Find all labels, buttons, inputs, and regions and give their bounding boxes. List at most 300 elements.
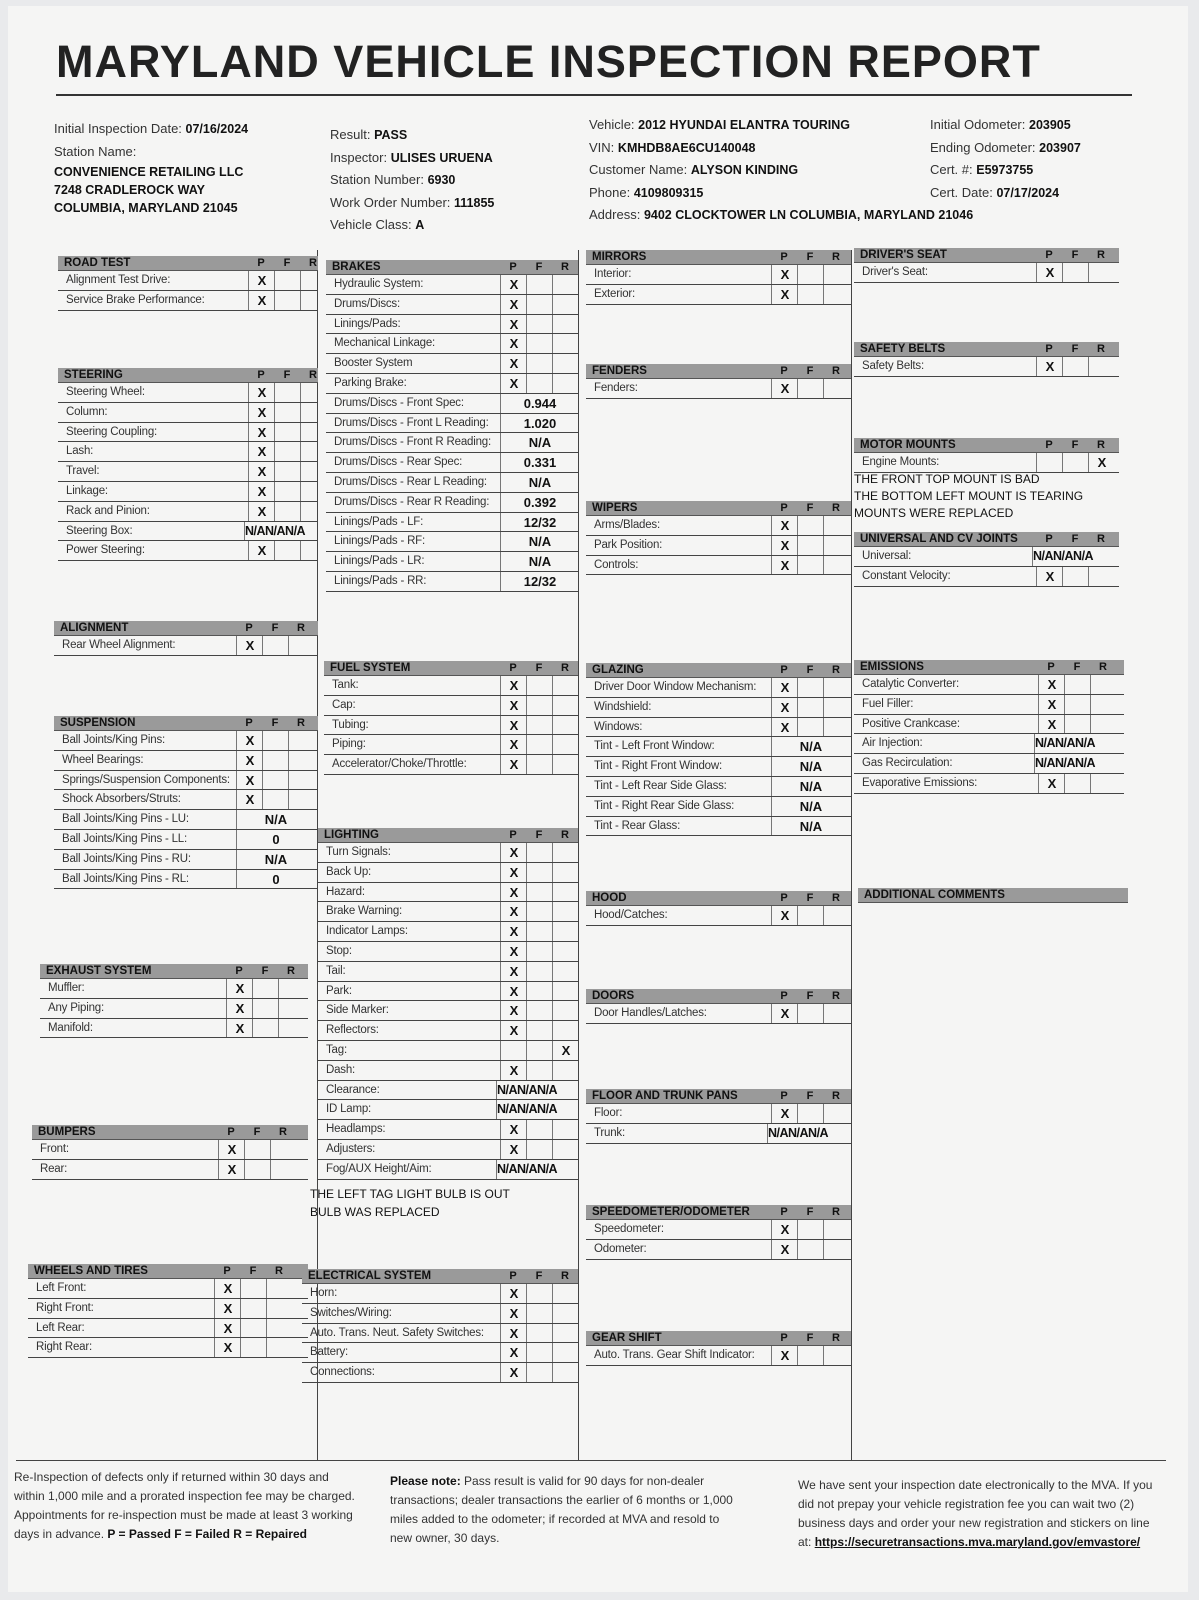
- mark-p: X: [248, 423, 275, 442]
- mark-f: [526, 755, 553, 774]
- column-header-p: P: [780, 502, 788, 514]
- section-header: [586, 663, 851, 678]
- mark-r: [300, 423, 327, 442]
- vin-value: KMHDB8AE6CU140048: [617, 140, 756, 155]
- mark-r: [288, 771, 315, 790]
- inspection-row: [324, 735, 578, 755]
- row-label: Driver's Seat:: [862, 266, 928, 278]
- mark-r: [823, 1240, 850, 1259]
- mark-r: [300, 403, 327, 422]
- mva-store-link[interactable]: https://securetransactions.mva.maryland.gov/emvastore/: [814, 1535, 1141, 1549]
- mark-r: [300, 462, 327, 481]
- section-title: ALIGNMENT: [60, 622, 129, 634]
- section-title: DRIVER'S SEAT: [860, 249, 947, 261]
- section-header: [54, 621, 318, 636]
- cert-number-label: Cert. #:: [930, 162, 973, 177]
- column-header-f: F: [271, 622, 279, 634]
- section-speedo: [586, 1205, 851, 1260]
- mark-f: [274, 423, 301, 442]
- row-label: Linings/Pads - LF:: [334, 515, 424, 528]
- mark-p: X: [218, 1160, 245, 1179]
- mark-r: [552, 922, 579, 941]
- inspection-row: [58, 522, 318, 542]
- section-title: SPEEDOMETER/ODOMETER: [592, 1206, 750, 1218]
- section-header: [302, 1269, 578, 1284]
- mark-r: [278, 999, 305, 1018]
- column-header-f: F: [806, 251, 814, 263]
- mark-p: X: [500, 1061, 527, 1080]
- mark-p: X: [500, 374, 527, 393]
- inspection-row: [302, 1343, 578, 1363]
- section-title: WIPERS: [592, 502, 638, 514]
- mark-r: X: [1088, 453, 1115, 472]
- column-header-r: R: [832, 502, 840, 514]
- column-header-p: P: [1045, 343, 1053, 355]
- mark-r: X: [552, 1041, 579, 1060]
- row-label: Evaporative Emissions:: [862, 776, 978, 789]
- na-triple-value: N/AN/AN/A: [496, 1160, 557, 1179]
- na-triple-value: N/AN/AN/A: [1034, 734, 1095, 753]
- mark-p: X: [1038, 715, 1065, 734]
- lighting-comment-1: THE LEFT TAG LIGHT BULB IS OUT: [310, 1187, 510, 1201]
- vehicle-value: 2012 HYUNDAI ELANTRA TOURING: [638, 118, 851, 132]
- mark-f: [797, 556, 824, 575]
- row-label: Parking Brake:: [334, 376, 407, 389]
- row-label: Cap:: [332, 698, 356, 711]
- mark-r: [1090, 715, 1117, 734]
- row-label: Tubing:: [332, 718, 369, 731]
- section-header: [324, 661, 578, 676]
- mark-p: X: [500, 902, 527, 921]
- inspection-row: [302, 1324, 578, 1344]
- row-label: Drums/Discs - Rear L Reading:: [334, 475, 487, 488]
- section-header: [854, 660, 1124, 675]
- inspection-row: [586, 1220, 851, 1240]
- mark-p: X: [500, 982, 527, 1001]
- mark-p: X: [236, 636, 263, 655]
- row-label: Tank:: [332, 679, 359, 691]
- column-header-r: R: [832, 1090, 840, 1102]
- row-label: Switches/Wiring:: [310, 1306, 392, 1319]
- row-label: Right Rear:: [36, 1341, 92, 1354]
- column-header-r: R: [287, 965, 295, 977]
- mark-p: X: [771, 1104, 798, 1123]
- inspection-row: [58, 291, 318, 311]
- mark-r: [823, 1220, 850, 1239]
- inspection-row: [854, 734, 1124, 754]
- mark-p: X: [1038, 695, 1065, 714]
- section-title: DOORS: [592, 990, 635, 1002]
- station-line-1: CONVENIENCE RETAILING LLC: [54, 165, 244, 179]
- mark-f: [526, 962, 553, 981]
- cert-date-label: Cert. Date:: [930, 184, 993, 200]
- inspection-row: [586, 265, 851, 285]
- mark-p: X: [500, 1140, 527, 1159]
- inspection-row: [302, 1304, 578, 1324]
- inspection-row: [586, 1240, 851, 1260]
- mark-r: [270, 1160, 297, 1179]
- inspection-row: [586, 285, 851, 305]
- mark-r: [552, 295, 579, 314]
- row-label: Shock Absorbers/Struts:: [62, 793, 181, 806]
- mark-r: [823, 556, 850, 575]
- section-title: HOOD: [592, 892, 627, 904]
- column-header-p: P: [1045, 533, 1053, 545]
- inspection-row: [586, 817, 851, 837]
- mark-r: [1090, 675, 1117, 694]
- reading-value: N/A: [771, 777, 850, 796]
- mark-r: [278, 1019, 305, 1038]
- row-label: Linings/Pads - LR:: [334, 555, 425, 568]
- inspection-row: [318, 1041, 578, 1061]
- column-header-p: P: [780, 1090, 788, 1102]
- mark-f: [262, 636, 289, 655]
- mark-f: [274, 403, 301, 422]
- row-label: Odometer:: [594, 1242, 647, 1255]
- inspection-row: [324, 716, 578, 736]
- mark-p: [500, 1041, 527, 1060]
- row-label: Linings/Pads - RR:: [334, 574, 427, 587]
- mark-f: [274, 442, 301, 461]
- row-label: Rear Wheel Alignment:: [62, 639, 176, 651]
- section-title: EXHAUST SYSTEM: [46, 965, 152, 977]
- section-motor-mounts: [854, 438, 1119, 473]
- column-header-f: F: [806, 502, 814, 514]
- mark-p: X: [771, 1220, 798, 1239]
- row-label: Column:: [66, 405, 108, 418]
- row-label: Auto. Trans. Neut. Safety Switches:: [310, 1326, 484, 1339]
- column-header-p: P: [509, 662, 517, 674]
- mark-f: [274, 541, 301, 560]
- row-label: Air Injection:: [862, 737, 923, 750]
- section-glazing: [586, 663, 851, 836]
- mark-f: [274, 462, 301, 481]
- inspection-row: [586, 536, 851, 556]
- mark-p: X: [236, 731, 263, 750]
- mark-p: X: [236, 790, 263, 809]
- mark-r: [552, 1363, 579, 1382]
- inspection-row: [54, 751, 318, 771]
- column-header-r: R: [832, 664, 840, 676]
- mark-f: [274, 383, 301, 402]
- section-hood: [586, 891, 851, 926]
- row-label: Hazard:: [326, 885, 365, 898]
- mark-p: X: [771, 906, 798, 925]
- mark-p: X: [771, 1346, 798, 1365]
- inspection-row: [326, 532, 578, 552]
- mark-f: [274, 502, 301, 521]
- station-info: [54, 118, 248, 217]
- row-label: Clearance:: [326, 1083, 380, 1096]
- reading-value: 12/32: [500, 513, 579, 532]
- mark-p: X: [771, 678, 798, 697]
- inspection-row: [28, 1338, 308, 1358]
- inspection-row: [318, 1081, 578, 1101]
- inspection-row: [326, 414, 578, 434]
- row-label: Rack and Pinion:: [66, 504, 150, 517]
- mark-p: X: [771, 1240, 798, 1259]
- row-label: Ball Joints/King Pins - LU:: [62, 813, 189, 826]
- mark-r: [552, 354, 579, 373]
- row-label: Left Rear:: [36, 1321, 85, 1334]
- section-header: [854, 248, 1119, 263]
- mark-p: X: [500, 1324, 527, 1343]
- row-label: Interior:: [594, 268, 632, 280]
- row-label: Springs/Suspension Components:: [62, 773, 230, 786]
- footer-mid-line-1: Pass result is valid for 90 days for non-dealer: [464, 1474, 705, 1488]
- address-value: 9402 CLOCKTOWER LN COLUMBIA, MARYLAND 21046: [643, 208, 974, 222]
- mark-f: [526, 275, 553, 294]
- section-floor: [586, 1089, 851, 1144]
- column-header-r: R: [1097, 533, 1105, 545]
- inspection-row: [318, 1120, 578, 1140]
- mark-r: [300, 502, 327, 521]
- vehicle-info: [589, 114, 973, 227]
- mark-f: [262, 731, 289, 750]
- inspection-row: [318, 1140, 578, 1160]
- column-header-p: P: [257, 257, 265, 269]
- row-label: Drums/Discs:: [334, 297, 400, 310]
- mark-f: [526, 863, 553, 882]
- odometer-info: [930, 114, 1081, 204]
- legend: P = Passed F = Failed R = Repaired: [107, 1527, 307, 1541]
- row-label: Arms/Blades:: [594, 519, 660, 531]
- row-label: Floor:: [594, 1107, 623, 1119]
- row-label: Positive Crankcase:: [862, 717, 960, 730]
- motor-mount-comment-3: MOUNTS WERE REPLACED: [854, 506, 1014, 520]
- column-header-p: P: [780, 251, 788, 263]
- mark-r: [300, 383, 327, 402]
- column-header-f: F: [535, 662, 543, 674]
- mark-f: [262, 751, 289, 770]
- mark-r: [552, 843, 579, 862]
- mark-p: X: [1038, 675, 1065, 694]
- column-header-r: R: [832, 1332, 840, 1344]
- row-label: Driver Door Window Mechanism:: [594, 681, 757, 693]
- row-label: Ball Joints/King Pins - RL:: [62, 872, 189, 885]
- inspection-row: [318, 1061, 578, 1081]
- column-header-p: P: [245, 717, 253, 729]
- inspection-row: [326, 315, 578, 335]
- inspection-row: [586, 678, 851, 698]
- vehicle-label: Vehicle:: [589, 117, 635, 132]
- row-label: Muffler:: [48, 982, 85, 994]
- mark-f: [274, 482, 301, 501]
- row-label: Horn:: [310, 1287, 338, 1299]
- mark-r: [552, 755, 579, 774]
- row-label: Any Piping:: [48, 1001, 104, 1014]
- column-header-r: R: [1097, 343, 1105, 355]
- row-label: Drums/Discs - Rear Spec:: [334, 456, 463, 469]
- row-label: Headlamps:: [326, 1123, 386, 1136]
- row-label: Ball Joints/King Pins:: [62, 734, 165, 746]
- row-label: Adjusters:: [326, 1142, 376, 1155]
- section-wheels: [28, 1264, 308, 1358]
- mark-f: [274, 291, 301, 310]
- column-header-f: F: [806, 1206, 814, 1218]
- row-label: Connections:: [310, 1366, 375, 1379]
- inspection-row: [54, 790, 318, 810]
- mark-r: [552, 334, 579, 353]
- mark-p: X: [500, 334, 527, 353]
- section-header: [858, 888, 1128, 903]
- section-title: FUEL SYSTEM: [330, 662, 411, 674]
- column-header-p: P: [780, 990, 788, 1002]
- inspection-row: [32, 1160, 308, 1180]
- mark-p: X: [771, 516, 798, 535]
- mark-p: X: [771, 265, 798, 284]
- inspection-row: [586, 1104, 851, 1124]
- reading-value: N/A: [771, 817, 850, 836]
- mark-r: [552, 1324, 579, 1343]
- mark-f: [526, 315, 553, 334]
- mark-f: [240, 1279, 267, 1298]
- initial-date-value: 07/16/2024: [185, 122, 249, 136]
- work-order-label: Work Order Number:: [330, 194, 451, 210]
- column-header-r: R: [832, 892, 840, 904]
- mark-r: [823, 678, 850, 697]
- station-line-2: 7248 CRADLEROCK WAY: [54, 183, 205, 197]
- column-header-f: F: [1071, 249, 1079, 261]
- row-label: Reflectors:: [326, 1024, 379, 1037]
- mark-p: X: [500, 354, 527, 373]
- mark-f: [262, 790, 289, 809]
- section-header: [40, 964, 308, 979]
- mark-p: X: [248, 383, 275, 402]
- reading-value: 0.392: [500, 493, 579, 512]
- phone-label: Phone:: [589, 184, 631, 200]
- inspection-row: [58, 271, 318, 291]
- column-header-p: P: [780, 892, 788, 904]
- mark-f: [797, 906, 824, 925]
- section-header: [586, 501, 851, 516]
- column-header-r: R: [275, 1265, 283, 1277]
- row-label: Hydraulic System:: [334, 278, 424, 290]
- section-steering: [58, 368, 318, 561]
- inspection-row: [586, 556, 851, 576]
- inspection-row: [54, 771, 318, 791]
- column-header-r: R: [297, 622, 305, 634]
- column-header-p: P: [780, 1206, 788, 1218]
- section-mirrors: [586, 250, 851, 305]
- section-wipers: [586, 501, 851, 575]
- vehicle-class-label: Vehicle Class:: [330, 217, 412, 232]
- row-label: Hood/Catches:: [594, 909, 668, 921]
- row-label: Windows:: [594, 720, 643, 733]
- row-label: Brake Warning:: [326, 905, 403, 918]
- footer-right-line-4: at:: [798, 1535, 812, 1549]
- column-header-f: F: [535, 829, 543, 841]
- reading-value: N/A: [771, 757, 850, 776]
- inspection-row: [58, 403, 318, 423]
- mark-f: [797, 516, 824, 535]
- mark-f: [526, 902, 553, 921]
- mark-r: [300, 271, 327, 290]
- mark-p: [1036, 453, 1063, 472]
- column-header-f: F: [806, 892, 814, 904]
- reading-value: N/A: [500, 552, 579, 571]
- mark-f: [526, 843, 553, 862]
- inspection-row: [302, 1363, 578, 1383]
- column-header-p: P: [509, 1270, 517, 1282]
- please-note-label: Please note:: [390, 1474, 461, 1488]
- row-label: Travel:: [66, 465, 100, 478]
- row-label: Left Front:: [36, 1282, 87, 1294]
- reading-value: 0.944: [500, 394, 579, 413]
- column-divider: [851, 250, 852, 1460]
- section-header: [586, 1205, 851, 1220]
- vehicle-class-value: A: [415, 218, 425, 232]
- inspection-row: [58, 423, 318, 443]
- inspection-row: [324, 755, 578, 775]
- mark-f: [1064, 774, 1091, 793]
- inspection-row: [318, 863, 578, 883]
- section-title: SUSPENSION: [60, 717, 136, 729]
- inspection-row: [854, 567, 1119, 587]
- row-label: Piping:: [332, 738, 366, 751]
- mark-p: X: [500, 295, 527, 314]
- mark-r: [288, 751, 315, 770]
- row-label: Lash:: [66, 445, 94, 458]
- row-label: Alignment Test Drive:: [66, 274, 171, 286]
- mark-r: [552, 716, 579, 735]
- row-label: Park:: [326, 984, 352, 997]
- mark-f: [526, 1061, 553, 1080]
- mark-f: [526, 1284, 553, 1303]
- mark-p: X: [248, 541, 275, 560]
- section-doors: [586, 989, 851, 1024]
- mark-p: X: [214, 1279, 241, 1298]
- row-label: Power Steering:: [66, 544, 145, 557]
- inspection-report-page: [8, 6, 1188, 1592]
- mark-r: [552, 942, 579, 961]
- inspection-row: [324, 676, 578, 696]
- inspection-row: [40, 979, 308, 999]
- row-label: Drums/Discs - Front R Reading:: [334, 436, 491, 449]
- column-header-f: F: [1071, 533, 1079, 545]
- row-label: Wheel Bearings:: [62, 753, 144, 766]
- mark-p: X: [771, 285, 798, 304]
- inspection-row: [854, 675, 1124, 695]
- mark-r: [552, 1001, 579, 1020]
- column-header-f: F: [806, 1090, 814, 1102]
- mark-f: [262, 771, 289, 790]
- inspection-row: [324, 696, 578, 716]
- mark-r: [552, 1343, 579, 1362]
- mark-f: [526, 354, 553, 373]
- mark-f: [526, 942, 553, 961]
- mark-f: [240, 1299, 267, 1318]
- mark-f: [1062, 453, 1089, 472]
- row-label: Steering Wheel:: [66, 386, 145, 398]
- inspection-row: [326, 354, 578, 374]
- section-title: UNIVERSAL AND CV JOINTS: [860, 533, 1018, 545]
- inspection-row: [54, 850, 318, 870]
- inspection-row: [586, 379, 851, 399]
- section-header: [54, 716, 318, 731]
- mark-f: [526, 696, 553, 715]
- inspection-row: [58, 383, 318, 403]
- section-header: [58, 368, 318, 383]
- mark-f: [526, 676, 553, 695]
- mark-f: [797, 1346, 824, 1365]
- mark-r: [823, 379, 850, 398]
- inspection-row: [318, 902, 578, 922]
- row-label: Tint - Left Rear Side Glass:: [594, 779, 727, 792]
- mark-r: [552, 902, 579, 921]
- section-header: [854, 438, 1119, 453]
- section-lighting: [318, 828, 578, 1180]
